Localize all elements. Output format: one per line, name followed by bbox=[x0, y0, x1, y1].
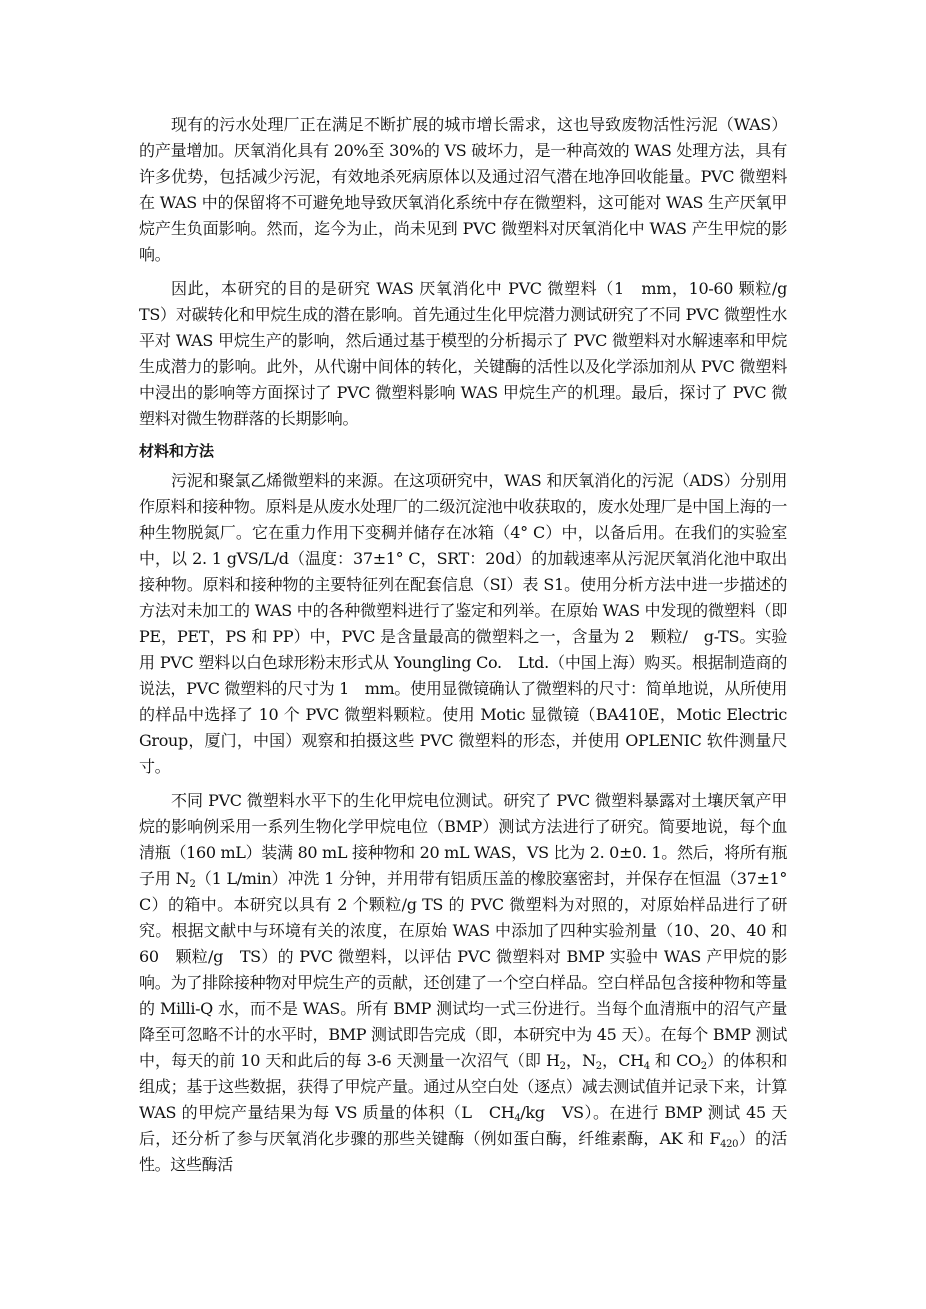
text-run: （1 L/min）冲洗 1 分钟，并用带有铝质压盖的橡胶塞密封，并保存在恒温（37±1° C）的箱中。本研究以具有 2 个颗粒/g TS 的 PVC 微塑料为对照的，对原始样品进行了研究。根据文献中与环境有关的浓度，在原始 WAS 中添加了四种实验剂量（10、20、40 和 60 颗粒/g TS）的 PVC 微塑料，以评估 PVC 微塑料对 BMP 实验中 WAS 产甲烷的影响。为了排除接种物对甲烷生产的贡献，还创建了一个空白样品。空白样品包含接种物和等量的 Milli-Q 水，而不是 WAS。所有 BMP 测试均一式三份进行。当每个血清瓶中的沼气产量降至可忽略不计的水平时，BMP 测试即告完成（即，本研究中为 45 天）。在每个 BMP 测试中，每天的前 10 天和此后的每 3-6 天测量一次沼气（即 H bbox=[139, 869, 787, 1070]
section-heading-materials-and-methods: 材料和方法 bbox=[139, 442, 215, 460]
document-page bbox=[139, 112, 787, 1302]
subscript-420: 420 bbox=[720, 1139, 739, 1150]
subscript-4: 4 bbox=[514, 1113, 521, 1124]
text-run: ）的体积和组成；基于这些数据，获得了甲烷产量。通过从空白处（逐点）减去测试值并记录下来，计算 WAS 的甲烷产量结果为每 VS 质量的体积（L CH bbox=[139, 1051, 787, 1122]
text-run: ，CH bbox=[601, 1051, 644, 1070]
text-run: /kg VS）。在进行 BMP 测试 45 天后，还分析了参与厌氧消化步骤的那些关键酶（例如蛋白酶，纤维素酶，AK 和 F bbox=[139, 1103, 787, 1148]
paragraph-sludge-source: 污泥和聚氯乙烯微塑料的来源。在这项研究中，WAS 和厌氧消化的污泥（ADS）分别用作原料和接种物。原料是从废水处理厂的二级沉淀池中收获取的，废水处理厂是中国上海的一种生物脱氮厂。它在重力作用下变稠并储存在冰箱（4° C）中，以备后用。在我们的实验室中，以 2. 1 gVS/L/d（温度：37±1° C，SRT：20d）的加载速率从污泥厌氧消化池中取出接种物。原料和接种物的主要特征列在配套信息（SI）表 S1。使用分析方法中进一步描述的方法对未加工的 WAS 中的各种微塑料进行了鉴定和列举。在原始 WAS 中发现的微塑料（即 PE，PET，PS 和 PP）中，PVC 是含量最高的微塑料之一，含量为 2 颗粒/ g-TS。实验用 PVC 塑料以白色球形粉末形式从 Youngling Co. Ltd.（中国上海）购买。根据制造商的说法，PVC 微塑料的尺寸为 1 mm。使用显微镜确认了微塑料的尺寸：简单地说，从所使用的样品中选择了 10 个 PVC 微塑料颗粒。使用 Motic 显微镜（BA410E，Motic Electric Group，厦门，中国）观察和拍摄这些 PVC 微塑料的形态，并使用 OPLENIC 软件测量尺寸。 bbox=[139, 471, 787, 776]
text-run: ）的活性。这些酶活 bbox=[139, 1129, 787, 1174]
subscript-2: 2 bbox=[595, 1061, 602, 1072]
paragraph-bmp-test bbox=[139, 788, 787, 1178]
paragraph-objective: 因此，本研究的目的是研究 WAS 厌氧消化中 PVC 微塑料（1 mm，10-60 颗粒/g TS）对碳转化和甲烷生成的潜在影响。首先通过生化甲烷潜力测试研究了不同 PVC 微塑性水平对 WAS 甲烷生产的影响，然后通过基于模型的分析揭示了 PVC 微塑料对水解速率和甲烷生成潜力的影响。此外，从代谢中间体的转化，关键酶的活性以及化学添加剂从 PVC 微塑料中浸出的影响等方面探讨了 PVC 微塑料影响 WAS 甲烷生产的机理。最后，探讨了 PVC 微塑料对微生物群落的长期影响。 bbox=[139, 279, 787, 428]
subscript-2: 2 bbox=[189, 879, 196, 890]
subscript-2: 2 bbox=[700, 1061, 707, 1072]
text-run: 和 CO bbox=[649, 1051, 701, 1070]
paragraph-introduction: 现有的污水处理厂正在满足不断扩展的城市增长需求，这也导致废物活性污泥（WAS）的产量增加。厌氧消化具有 20%至 30%的 VS 破坏力，是一种高效的 WAS 处理方法，具有许多优势，包括减少污泥，有效地杀死病原体以及通过沼气潜在地净回收能量。PVC 微塑料在 WAS 中的保留将不可避免地导致厌氧消化系统中存在微塑料，这可能对 WAS 生产厌氧甲烷产生负面影响。然而，迄今为止，尚未见到 PVC 微塑料对厌氧消化中 WAS 产生甲烷的影响。 bbox=[139, 115, 787, 264]
subscript-2: 2 bbox=[559, 1061, 566, 1072]
text-run: 不同 PVC 微塑料水平下的生化甲烷电位测试。研究了 PVC 微塑料暴露对土壤厌氧产甲烷的影响例采用一系列生物化学甲烷电位（BMP）测试方法进行了研究。简要地说，每个血清瓶（160 mL）装满 80 mL 接种物和 20 mL WAS，VS 比为 2. 0±0. 1。然后，将所有瓶子用 N bbox=[139, 791, 787, 888]
subscript-4: 4 bbox=[643, 1061, 650, 1072]
text-run: ，N bbox=[565, 1051, 596, 1070]
